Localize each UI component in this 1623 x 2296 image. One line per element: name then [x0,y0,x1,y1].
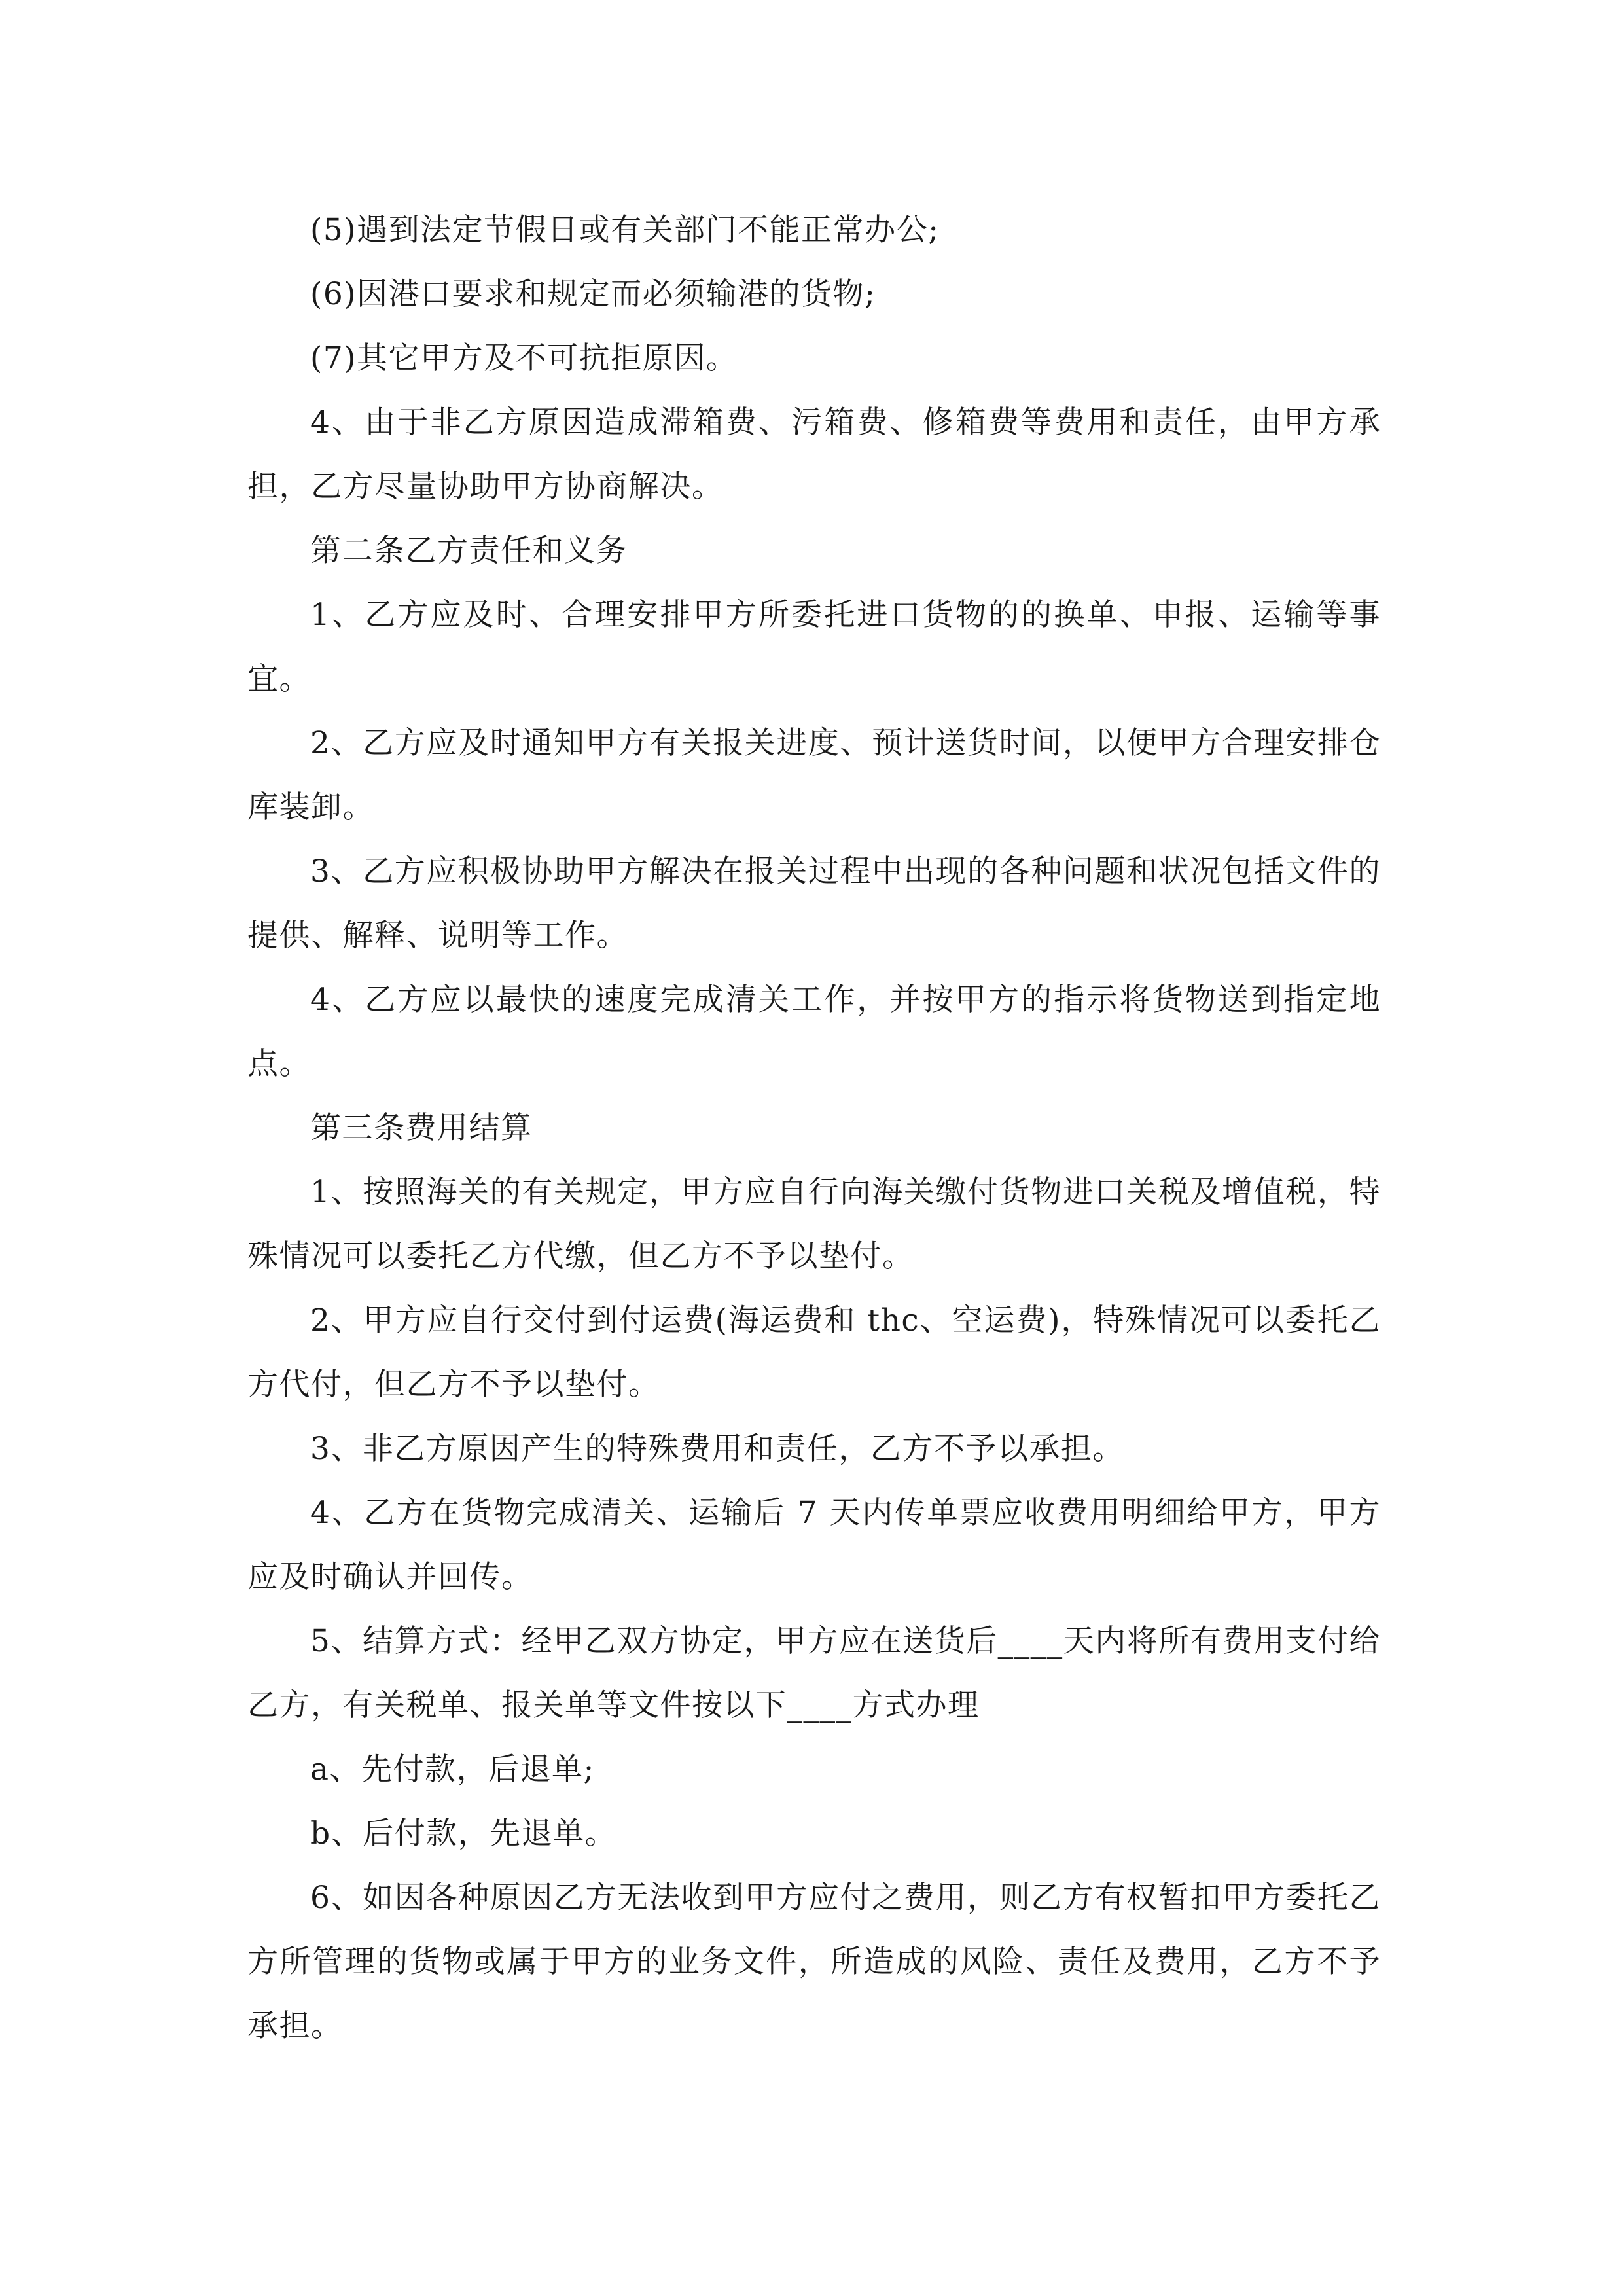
section-heading: 第二条乙方责任和义务 [310,533,628,569]
option-item: a、先付款，后退单; [310,1751,595,1787]
clause-paragraph: 3、乙方应积极协助甲方解决在报关过程中出现的各种问题和状况包括文件的提供、解释、说明等工作。 [247,853,1381,954]
clause-paragraph: 1、按照海关的有关规定，甲方应自行向海关缴付货物进口关税及增值税，特殊情况可以委托乙方代缴，但乙方不予以垫付。 [247,1174,1381,1274]
clause-paragraph: 4、乙方应以最快的速度完成清关工作，并按甲方的指示将货物送到指定地点。 [247,982,1381,1082]
section-heading: 第三条费用结算 [310,1110,533,1146]
clause-paragraph: 1、乙方应及时、合理安排甲方所委托进口货物的的换单、申报、运输等事宜。 [247,597,1381,697]
clause-paragraph: 4、由于非乙方原因造成滞箱费、污箱费、修箱费等费用和责任，由甲方承担，乙方尽量协助甲方协商解决。 [247,404,1381,505]
document-body [247,198,1381,2058]
clause-paragraph: 5、结算方式：经甲乙双方协定，甲方应在送货后____天内将所有费用支付给乙方，有关税单、报关单等文件按以下____方式办理 [247,1623,1381,1723]
option-item: b、后付款，先退单。 [310,1816,617,1852]
clause-paragraph: 4、乙方在货物完成清关、运输后 7 天内传单票应收费用明细给甲方，甲方应及时确认并回传。 [247,1495,1381,1595]
clause-paragraph: 3、非乙方原因产生的特殊费用和责任，乙方不予以承担。 [310,1431,1124,1467]
clause-paragraph: 6、如因各种原因乙方无法收到甲方应付之费用，则乙方有权暂扣甲方委托乙方所管理的货物或属于甲方的业务文件，所造成的风险、责任及费用，乙方不予承担。 [247,1880,1381,2044]
clause-paragraph: 2、甲方应自行交付到付运费(海运费和 thc、空运费)，特殊情况可以委托乙方代付，但乙方不予以垫付。 [247,1302,1381,1403]
clause-paragraph: (5)遇到法定节假日或有关部门不能正常办公; [310,212,940,248]
clause-paragraph: (7)其它甲方及不可抗拒原因。 [310,340,738,376]
clause-paragraph: (6)因港口要求和规定而必须输港的货物; [310,276,876,312]
clause-paragraph: 2、乙方应及时通知甲方有关报关进度、预计送货时间，以便甲方合理安排仓库装卸。 [247,725,1381,825]
